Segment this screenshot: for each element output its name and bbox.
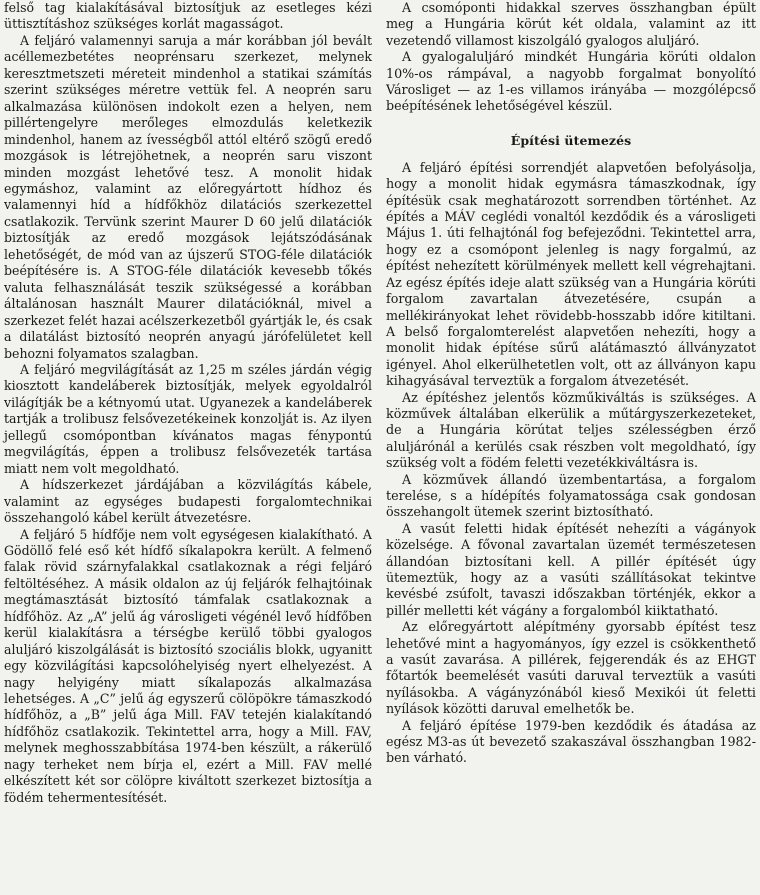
paragraph: A feljáró megvilágítását az 1,25 m széles járdán végig kiosztott kandeláberek biztosítják, melyek egyoldalról világítják be a kétnyomú utat. Ugyanezek a kandeláberek tartják a trolibusz felsővezetékeinek konzolját is. Az ilyen jellegű csomópontban kívánatos magas fénypontú megvilágítás, éppen a trolibusz felsővezeték tartása miatt nem volt megoldható.	[4, 361, 372, 476]
paragraph: A vasút feletti hidak építését nehezíti a vágányok közelsége. A fővonal zavartalan üzemét természetesen állandóan biztosítani kell. A pillér építését úgy ütemeztük, hogy az a vasúti szállításokat tekintve kevésbé zsúfolt, tavaszi időszakban történjék, ekkor a pillér melletti két vágány a forgalomból kiiktatható.	[386, 520, 756, 618]
paragraph: felső tag kialakításával biztosítjuk az esetleges kézi üttisztításhoz szükséges korlát magasságot.	[4, 0, 372, 32]
paragraph: Az előregyártott alépítmény gyorsabb építést tesz lehetővé mint a hagyományos, így ezzel is csökkenthető a vasút zavarása. A pillérek, fejgerendák és az EHGT főtartók beemelését vasúti daruval terveztük a vasúti nyílásokba. A vágányzónából kieső Mexikói út feletti nyílások közötti daruval emelhetők be.	[386, 619, 756, 717]
paragraph: A hídszerkezet járdájában a közvilágítás kábele, valamint az egységes budapesti forgalomtechnikai összehangoló kábel került átvezetésre.	[4, 477, 372, 526]
paragraph: A gyalogaluljáró mindkét Hungária körúti oldalon 10%-os rámpával, a nagyobb forgalmat bonyolító Városliget — az 1-es villamos irányába — mozgólépcső beépítésének lehetőségével készül.	[386, 49, 756, 114]
paragraph: A közművek állandó üzembentartása, a forgalom terelése, s a hídépítés folyamatossága csak gondosan összehangolt ütemek szerint biztosítható.	[386, 471, 756, 520]
paragraph: Az építéshez jelentős közműkiváltás is szükséges. A közművek általában elkerülik a műtárgyszerkezeteket, de a Hungária körútat teljes szélességben érző aluljárónál a kerülés csak részben volt megoldható, így szükség volt a födém feletti vezetékkiváltásra is.	[386, 389, 756, 471]
paragraph: A feljáró valamennyi saruja a már korábban jól bevált acéllemezbetétes neoprénsaru szerkezet, melynek keresztmetszeti méreteit mindenhol a statikai számítás szerint szükséges méretre vettük fel. A neoprén saru alkalmazása különösen indokolt ezen a helyen, nem pillértengelyre merőleges elmozdulás keletkezik mindenhol, hanem az ívességből attól eltérő szögű eredő mozgások is létrejöhetnek, a neoprén saru viszont minden mozgást lehetővé tesz. A monolit hidak egymáshoz, valamint az előregyártott hídhoz és valamennyi híd a hídfőkhöz dilatációs szerkezettel csatlakozik. Tervünk szerint Maurer D 60 jelű dilatációk biztosítják az eredő mozgások lejátszódásának lehetőségét, de mód van az újszerű STOG-féle dilatációk beépítésére is. A STOG-féle dilatációk kevesebb tőkés valuta felhasználását teszik szükségessé a korábban általánosan használt Maurer dilatációknál, mivel a szerkezet felét hazai acélszerkezetből gyártják le, és csak a dilatálást biztosító neoprén anyagú járófelületet kell behozni folyamatos szalagban.	[4, 32, 372, 361]
section-heading: Építési ütemezés	[510, 132, 632, 148]
paragraph: A feljáró 5 hídfője nem volt egységesen kialakítható. A Gödöllő felé eső két hídfő síkalapokra került. A felmenő falak rövid szárnyfalakkal csatlakoznak a régi feljáró feltöltéséhez. A másik oldalon az új feljárók felhajtóinak megtámasztását biztosító támfalak csatlakoznak a hídfőhöz. Az „A” jelű ág városligeti végénél levő hídfőben kerül kialakításra a térségbe kerülő többi gyalogos aluljáró kiszolgálását is biztosító szociális blokk, ugyanitt egy közvilágítási kapcsolóhelyiség nyert elhelyezést. A nagy helyigény miatt síkalapozás alkalmazása lehetséges. A „C” jelű ág egyszerű cölöpökre támaszkodó hídfőhöz, a „B” jelű ága Mill. FAV tetején kialakítandó hídfőhöz csatlakozik. Tekintettel arra, hogy a Mill. FAV, melynek meghosszabbítása 1974-ben készült, a rákerülő nagy terheket nem bírja el, ezért a Mill. FAV mellé elkészített két sor cölöpre kiváltott szerkezet biztosítja a födém tehermentesítését.	[4, 526, 372, 805]
paragraph: A feljáró építése 1979-ben kezdődik és átadása az egész M3-as út bevezető szakaszával összhangban 1982-ben várható.	[386, 717, 756, 766]
left-column	[4, 0, 372, 895]
paragraph: A feljáró építési sorrendjét alapvetően befolyásolja, hogy a monolit hidak egymásra támaszkodnak, így építésük csak meghatározott sorrendben történhet. Az építés a MÁV ceglédi vonaltól kezdődik és a városligeti Május 1. úti felhajtónál fog befejeződni. Tekintettel arra, hogy ez a csomópont jelenleg is nagy forgalmú, az építést nehezített körülmények mellett kell végrehajtani. Az egész építés ideje alatt szükség van a Hungária körúti forgalom zavartalan átvezetésére, csupán a mellékirányokat lehet rövidebb-hosszabb időre kitiltani. A belső forgalomterelést alapvetően nehezíti, hogy a monolit hidak építése sűrű alátámasztó állványzatot igényel. Ahol elkerülhetetlen volt, ott az állványon kapu kihagyásával terveztük a forgalom átvezetését.	[386, 159, 756, 389]
paragraph: A csomóponti hidakkal szerves összhangban épült meg a Hungária körút két oldala, valamint az itt vezetendő villamost kiszolgáló gyalogos aluljáró.	[386, 0, 756, 48]
right-column	[378, 0, 756, 895]
